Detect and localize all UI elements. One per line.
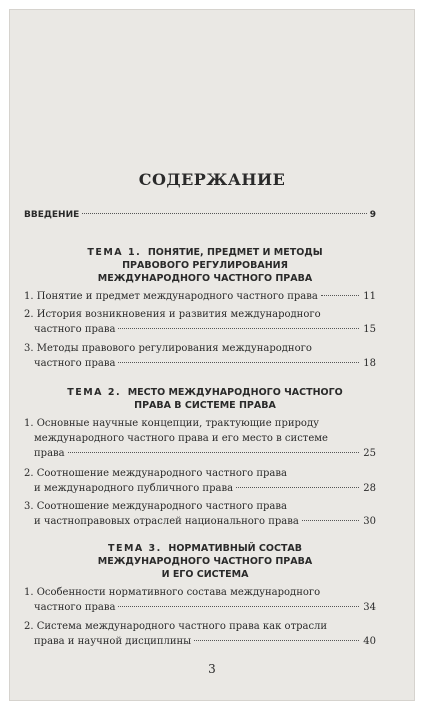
leader-dots bbox=[118, 328, 359, 329]
leader-dots bbox=[236, 487, 359, 488]
page-number: 3 bbox=[208, 662, 216, 676]
entry-page: 25 bbox=[363, 448, 376, 459]
entry-text: 1. Понятие и предмет международного частного права bbox=[24, 291, 318, 302]
entry-page: 30 bbox=[363, 516, 376, 527]
theme-1-heading bbox=[50, 246, 360, 285]
theme-title-line: ПРАВА В СИСТЕМЕ ПРАВА bbox=[134, 400, 276, 411]
entry-text: частного права bbox=[34, 602, 116, 613]
entry-text: и частноправовых отраслей национального права bbox=[34, 516, 299, 527]
entry-text: частного права bbox=[34, 358, 116, 369]
theme-3-heading bbox=[50, 542, 360, 581]
leader-dots bbox=[118, 362, 359, 363]
theme-title-line: НОРМАТИВНЫЙ СОСТАВ bbox=[168, 543, 303, 554]
entry-text: и международного публичного права bbox=[34, 483, 234, 494]
toc-entry bbox=[24, 289, 376, 304]
theme-number: ТЕМА 2. bbox=[67, 387, 122, 398]
entry-text: 2. История возникновения и развития международного bbox=[24, 309, 321, 320]
entry-page: 11 bbox=[363, 291, 376, 302]
entry-page: 40 bbox=[363, 636, 376, 647]
toc-intro-entry bbox=[24, 210, 376, 220]
entry-page: 18 bbox=[363, 358, 376, 369]
leader-dots bbox=[118, 606, 359, 607]
theme-number: ТЕМА 3. bbox=[107, 543, 162, 554]
page-title: СОДЕРЖАНИЕ bbox=[138, 170, 286, 189]
theme-title-line: МЕЖДУНАРОДНОГО ЧАСТНОГО ПРАВА bbox=[97, 556, 313, 567]
toc-entry bbox=[24, 466, 376, 496]
leader-dots bbox=[321, 295, 359, 296]
theme-title-line: МЕЖДУНАРОДНОГО ЧАСТНОГО ПРАВА bbox=[97, 273, 313, 284]
entry-text: 2. Система международного частного права как отрасли bbox=[24, 621, 328, 632]
intro-page: 9 bbox=[369, 210, 376, 220]
toc-entry bbox=[24, 341, 376, 371]
entry-text: 3. Соотношение международного частного права bbox=[24, 501, 287, 512]
leader-dots bbox=[194, 640, 359, 641]
toc-entry bbox=[24, 499, 376, 529]
entry-text: 2. Соотношение международного частного права bbox=[24, 468, 287, 479]
entry-text: права и научной дисциплины bbox=[34, 636, 192, 647]
entry-text: права bbox=[34, 448, 65, 459]
leader-dots bbox=[302, 520, 359, 521]
intro-label: ВВЕДЕНИЕ bbox=[24, 210, 80, 220]
book-page bbox=[9, 9, 415, 701]
entry-page: 15 bbox=[363, 324, 376, 335]
theme-number: ТЕМА 1. bbox=[87, 247, 142, 258]
leader-dots bbox=[68, 452, 359, 453]
entry-text: 3. Методы правового регулирования международного bbox=[24, 343, 312, 354]
leader-dots bbox=[82, 213, 366, 214]
entry-text: частного права bbox=[34, 324, 116, 335]
entry-page: 28 bbox=[363, 483, 376, 494]
entry-text: 1. Основные научные концепции, трактующие природу bbox=[24, 418, 319, 429]
toc-entry bbox=[24, 619, 376, 649]
entry-page: 34 bbox=[363, 602, 376, 613]
theme-title-line: И ЕГО СИСТЕМА bbox=[161, 569, 249, 580]
toc-entry bbox=[24, 416, 376, 461]
theme-2-heading bbox=[50, 386, 360, 412]
entry-text: международного частного права и его место в системе bbox=[34, 433, 328, 444]
entry-text: 1. Особенности нормативного состава международного bbox=[24, 587, 321, 598]
theme-title-line: ПРАВОВОГО РЕГУЛИРОВАНИЯ bbox=[122, 260, 288, 271]
theme-title-line: ПОНЯТИЕ, ПРЕДМЕТ И МЕТОДЫ bbox=[147, 247, 323, 258]
toc-entry bbox=[24, 585, 376, 615]
toc-entry bbox=[24, 307, 376, 337]
theme-title-line: МЕСТО МЕЖДУНАРОДНОГО ЧАСТНОГО bbox=[127, 387, 343, 398]
